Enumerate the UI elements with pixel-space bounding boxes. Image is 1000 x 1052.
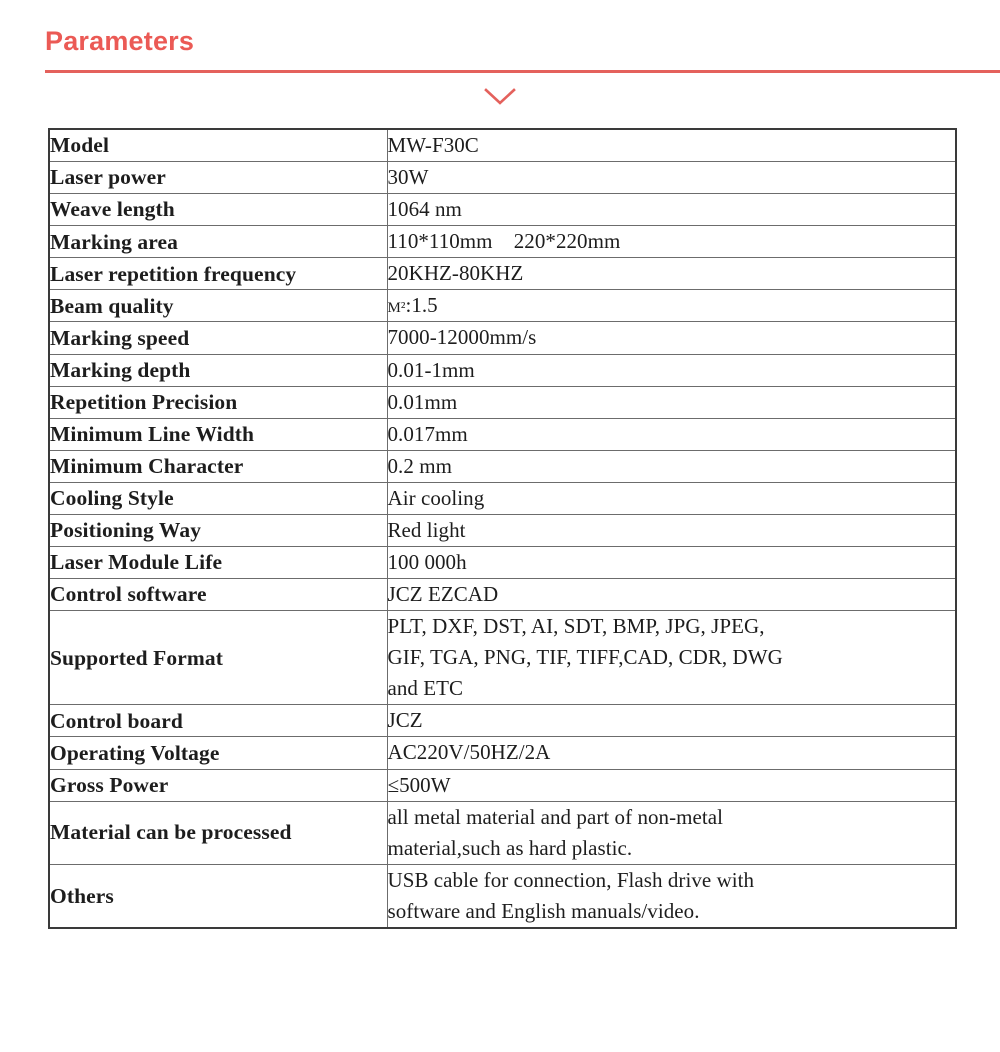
parameter-label: Control board xyxy=(49,705,387,737)
table-row xyxy=(49,769,956,801)
parameter-value-line: 20KHZ-80KHZ xyxy=(387,261,524,286)
parameter-label: Laser Module Life xyxy=(49,547,387,579)
parameter-value xyxy=(387,547,956,579)
parameter-label: Others xyxy=(49,864,387,928)
parameter-value-line: 0.01mm xyxy=(387,389,458,414)
parameter-label: Control software xyxy=(49,579,387,611)
parameter-label: Supported Format xyxy=(49,611,387,705)
parameter-value-line: M²:1.5 xyxy=(387,293,438,318)
parameter-value xyxy=(387,611,956,705)
parameter-value-line: GIF, TGA, PNG, TIF, TIFF,CAD, CDR, DWG xyxy=(387,645,783,670)
chevron-down-icon xyxy=(483,86,517,108)
parameter-label: Operating Voltage xyxy=(49,737,387,769)
parameter-value-line: JCZ xyxy=(387,708,423,733)
table-row xyxy=(49,386,956,418)
parameter-value-line: MW-F30C xyxy=(387,133,479,157)
parameter-value-line: Red light xyxy=(387,517,466,542)
parameter-label: Laser repetition frequency xyxy=(49,258,387,290)
parameter-label: Marking speed xyxy=(49,322,387,354)
parameter-label: Repetition Precision xyxy=(49,386,387,418)
parameter-label: Positioning Way xyxy=(49,514,387,546)
parameter-value-line: software and English manuals/video. xyxy=(387,898,700,923)
parameter-value xyxy=(387,226,956,258)
parameter-value xyxy=(387,386,956,418)
parameter-value xyxy=(387,769,956,801)
parameter-value-line: 1064 nm xyxy=(387,197,462,222)
parameter-value xyxy=(387,482,956,514)
table-row xyxy=(49,482,956,514)
parameter-value-line: and ETC xyxy=(387,676,464,701)
parameter-value-line: 0.01-1mm xyxy=(387,357,475,382)
parameter-value xyxy=(387,737,956,769)
parameter-value-line: 30W xyxy=(387,165,429,190)
parameter-value xyxy=(387,322,956,354)
parameter-label: Marking depth xyxy=(49,354,387,386)
title-divider xyxy=(45,70,1000,73)
parameter-value xyxy=(387,194,956,226)
parameter-value xyxy=(387,705,956,737)
table-row xyxy=(49,611,956,705)
parameter-value xyxy=(387,450,956,482)
table-row xyxy=(49,226,956,258)
parameter-value-line: JCZ EZCAD xyxy=(387,582,499,607)
parameter-value-line: 0.2 mm xyxy=(387,453,452,478)
parameter-value xyxy=(387,801,956,864)
table-row xyxy=(49,450,956,482)
parameter-value xyxy=(387,864,956,928)
table-row xyxy=(49,162,956,194)
parameter-value xyxy=(387,162,956,194)
parameter-value-line: Air cooling xyxy=(387,485,485,510)
table-row xyxy=(49,579,956,611)
table-row xyxy=(49,864,956,928)
parameter-label: Minimum Line Width xyxy=(49,418,387,450)
parameter-value-line: 7000-12000mm/s xyxy=(387,325,537,350)
parameter-value-line: material,such as hard plastic. xyxy=(387,835,633,860)
table-row xyxy=(49,547,956,579)
table-row xyxy=(49,705,956,737)
parameter-value-line: PLT, DXF, DST, AI, SDT, BMP, JPG, JPEG, xyxy=(387,614,765,639)
parameter-value xyxy=(387,354,956,386)
table-row xyxy=(49,322,956,354)
parameter-label: Gross Power xyxy=(49,769,387,801)
parameter-label: Cooling Style xyxy=(49,482,387,514)
parameter-label: Material can be processed xyxy=(49,801,387,864)
parameter-label: Beam quality xyxy=(49,290,387,322)
table-row xyxy=(49,129,956,162)
table-row xyxy=(49,801,956,864)
parameter-label: Weave length xyxy=(49,194,387,226)
page-title: Parameters xyxy=(45,26,195,56)
parameter-label: Marking area xyxy=(49,226,387,258)
parameter-value-line: all metal material and part of non-metal xyxy=(387,804,724,829)
beam-quality-symbol: M² xyxy=(387,300,406,317)
parameter-value-line: USB cable for connection, Flash drive with xyxy=(387,867,755,892)
parameter-value xyxy=(387,290,956,322)
parameter-label: Model xyxy=(49,129,387,162)
parameter-label: Minimum Character xyxy=(49,450,387,482)
parameter-value-line: ≤500W xyxy=(387,772,451,797)
table-row xyxy=(49,737,956,769)
parameter-value xyxy=(387,514,956,546)
table-row xyxy=(49,290,956,322)
parameter-value xyxy=(387,129,956,162)
parameter-value xyxy=(387,418,956,450)
table-row xyxy=(49,194,956,226)
parameter-label: Laser power xyxy=(49,162,387,194)
parameter-value-line: 0.017mm xyxy=(387,421,468,446)
parameter-value xyxy=(387,258,956,290)
table-row xyxy=(49,418,956,450)
parameters-table-container xyxy=(48,128,955,929)
parameter-value-line: 110*110mm 220*220mm xyxy=(387,229,621,254)
parameter-value-line: AC220V/50HZ/2A xyxy=(387,740,551,765)
parameters-table xyxy=(48,128,957,929)
expand-section-button[interactable] xyxy=(0,86,1000,108)
table-row xyxy=(49,258,956,290)
parameter-value-line: 100 000h xyxy=(387,550,467,575)
parameter-value xyxy=(387,579,956,611)
table-row xyxy=(49,514,956,546)
table-row xyxy=(49,354,956,386)
